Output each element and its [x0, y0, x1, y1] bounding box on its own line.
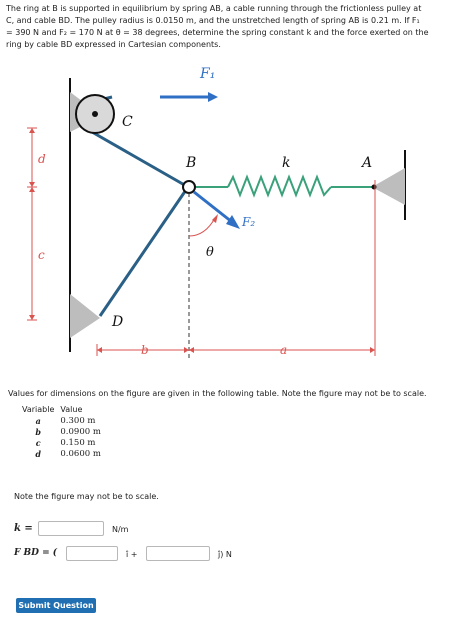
values-table: [22, 404, 107, 459]
value-cell: 0.0900 m: [60, 426, 101, 437]
cable-bd: [100, 187, 188, 316]
value-cell: 0.150 m: [60, 437, 96, 448]
label-dim-d: d: [38, 152, 46, 166]
k-unit: N/m: [112, 525, 129, 534]
values-table-header: [22, 404, 107, 415]
dim-b-arrow-right: [184, 347, 189, 353]
force-f1-arrowhead: [208, 92, 218, 102]
variable-cell: b: [35, 426, 41, 437]
dim-d-arrow-top: [29, 128, 35, 133]
label-k: k: [282, 155, 291, 171]
value-cell: 0.0600 m: [60, 448, 101, 459]
k-input[interactable]: [38, 521, 104, 536]
j-hat-label: ĵ) N: [218, 550, 232, 559]
label-b: B: [186, 155, 197, 171]
variable-cell: c: [35, 437, 41, 448]
spring-coil: [228, 177, 331, 195]
problem-line-3: = 390 N and F₂ = 170 N at θ = 38 degrees, determine the spring constant k and the force exerted on the: [6, 28, 429, 37]
force-f2-arrow: [194, 192, 232, 222]
label-c: C: [122, 114, 133, 130]
problem-line-4: ring by cable BD expressed in Cartesian components.: [6, 40, 221, 49]
dimensions-note: Values for dimensions on the figure are given in the following table. Note the figure may not be to scale.: [8, 389, 427, 398]
label-d-point: D: [112, 314, 124, 330]
anchor-bracket-a: [372, 168, 405, 205]
fbd-j-input[interactable]: [146, 546, 210, 561]
variable-cell: d: [35, 448, 41, 459]
problem-line-1: The ring at B is supported in equilibrium by spring AB, a cable running through the frictionless pulley at: [6, 4, 422, 13]
label-dim-c: c: [38, 248, 45, 262]
label-f1: F₁: [200, 66, 216, 82]
fbd-label: F BD = (: [14, 548, 58, 558]
theta-arc: [189, 218, 215, 236]
table-row: [22, 437, 107, 448]
cable-cb: [92, 132, 188, 187]
point-a: [372, 185, 377, 190]
header-variable: Variable: [22, 405, 55, 414]
label-f2: F₂: [242, 215, 256, 229]
i-hat-label: î +: [126, 550, 138, 559]
label-a-point: A: [362, 155, 373, 171]
table-row: [22, 415, 107, 426]
dim-c-arrow-top: [29, 187, 35, 192]
value-cell: 0.300 m: [60, 415, 96, 426]
submit-question-button[interactable]: Submit Question: [16, 598, 96, 613]
dim-d-arrow-bottom: [29, 182, 35, 187]
ring-b: [183, 181, 195, 193]
label-theta: θ: [206, 245, 214, 260]
fbd-i-input[interactable]: [66, 546, 118, 561]
anchor-bracket-d: [70, 294, 100, 338]
label-dim-b: b: [141, 343, 149, 357]
table-row: [22, 426, 107, 437]
pulley-axle: [92, 111, 98, 117]
header-value: Value: [60, 405, 83, 414]
table-row: [22, 448, 107, 459]
problem-line-2: C, and cable BD. The pulley radius is 0.0150 m, and the unstretched length of spring AB is 0.21 m. If F₁: [6, 16, 420, 25]
label-dim-a: a: [280, 343, 288, 357]
variable-cell: a: [35, 415, 41, 426]
dim-a-arrow-left: [189, 347, 194, 353]
k-label: k =: [14, 523, 33, 534]
dim-c-arrow-bottom: [29, 315, 35, 320]
dim-b-arrow-left: [97, 347, 102, 353]
dim-a-arrow-right: [370, 347, 375, 353]
scale-note: Note the figure may not be to scale.: [14, 492, 159, 501]
